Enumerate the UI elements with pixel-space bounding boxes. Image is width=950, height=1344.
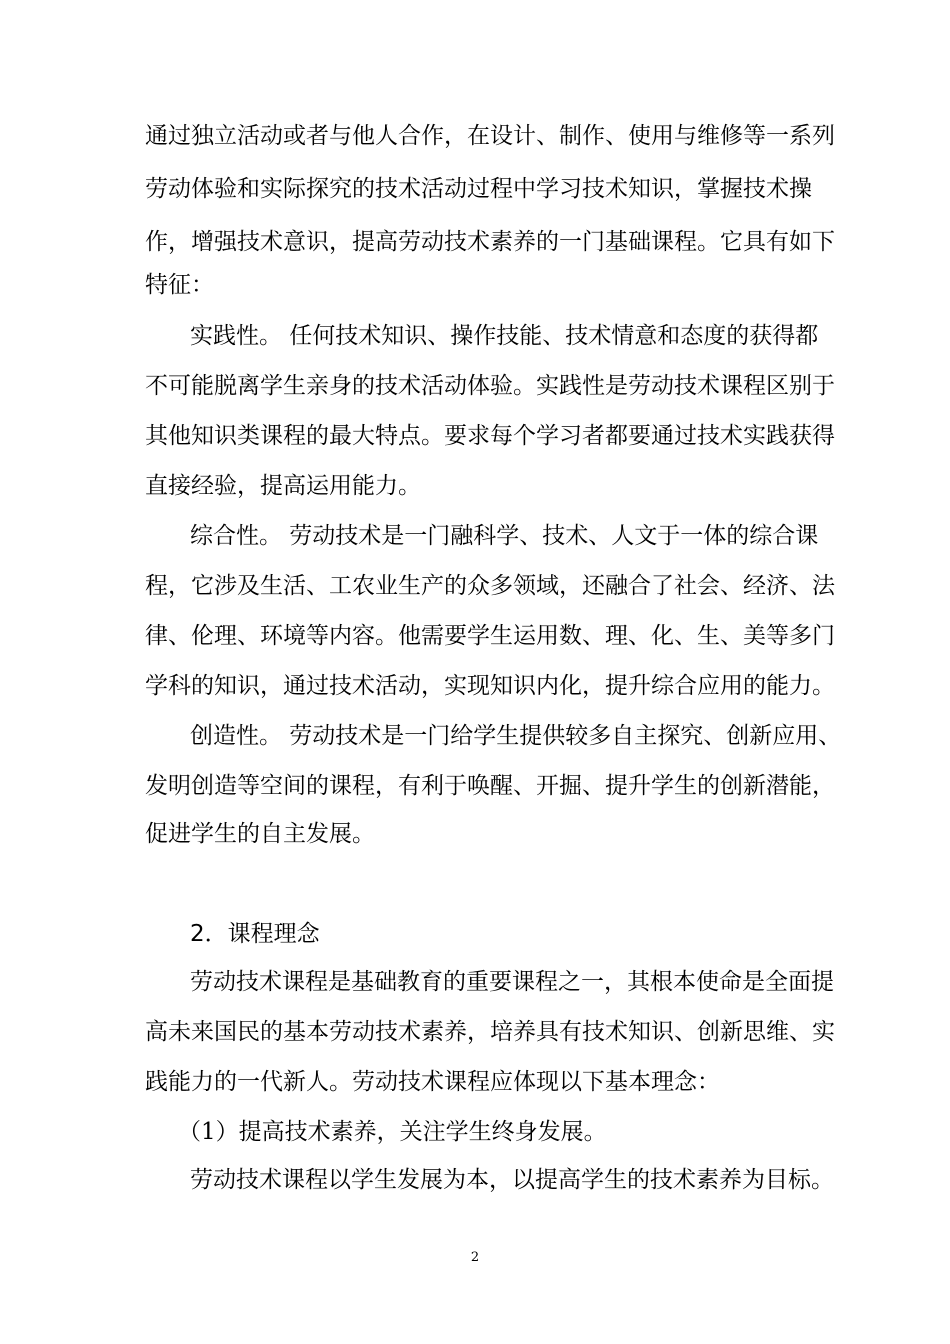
paragraph-line: 律、伦理、环境等内容。他需要学生运用数、理、化、生、美等多门 bbox=[145, 623, 835, 649]
paragraph-line: 劳动技术课程是基础教育的重要课程之一，其根本使命是全面提 bbox=[190, 969, 834, 995]
paragraph-line: 特征： bbox=[145, 272, 214, 298]
section-heading: 2．课程理念 bbox=[190, 921, 320, 947]
paragraph-line: 通过独立活动或者与他人合作，在设计、制作、使用与维修等一系列 bbox=[145, 123, 835, 149]
paragraph-line: 促进学生的自主发展。 bbox=[145, 821, 375, 847]
paragraph-line: 劳动体验和实际探究的技术活动过程中学习技术知识，掌握技术操 bbox=[145, 176, 812, 202]
paragraph-line: 程，它涉及生活、工农业生产的众多领域，还融合了社会、经济、法 bbox=[145, 573, 835, 599]
paragraph-line: 作，增强技术意识，提高劳动技术素养的一门基础课程。它具有如下 bbox=[145, 229, 835, 255]
paragraph-line: 综合性。 劳动技术是一门融科学、技术、人文于一体的综合课 bbox=[190, 523, 819, 549]
paragraph-line: 劳动技术课程以学生发展为本，以提高学生的技术素养为目标。 bbox=[190, 1167, 834, 1193]
paragraph-line: 高未来国民的基本劳动技术素养，培养具有技术知识、创新思维、实 bbox=[145, 1019, 835, 1045]
paragraph-line: 学科的知识，通过技术活动，实现知识内化，提升综合应用的能力。 bbox=[145, 673, 835, 699]
paragraph-line: 其他知识类课程的最大特点。要求每个学习者都要通过技术实践获得 bbox=[145, 423, 835, 449]
paragraph-line: 发明创造等空间的课程，有利于唤醒、开掘、提升学生的创新潜能， bbox=[145, 773, 835, 799]
paragraph-line: 创造性。 劳动技术是一门给学生提供较多自主探究、创新应用、 bbox=[190, 723, 842, 749]
paragraph-line: 直接经验，提高运用能力。 bbox=[145, 473, 421, 499]
page-number: 2 bbox=[470, 1250, 480, 1265]
paragraph-line: 不可能脱离学生亲身的技术活动体验。实践性是劳动技术课程区别于 bbox=[145, 373, 835, 399]
paragraph-line: 实践性。 任何技术知识、操作技能、技术情意和态度的获得都 bbox=[190, 323, 819, 349]
paragraph-line: 践能力的一代新人。劳动技术课程应体现以下基本理念： bbox=[145, 1069, 720, 1095]
list-item: （1）提高技术素养，关注学生终身发展。 bbox=[178, 1119, 607, 1145]
